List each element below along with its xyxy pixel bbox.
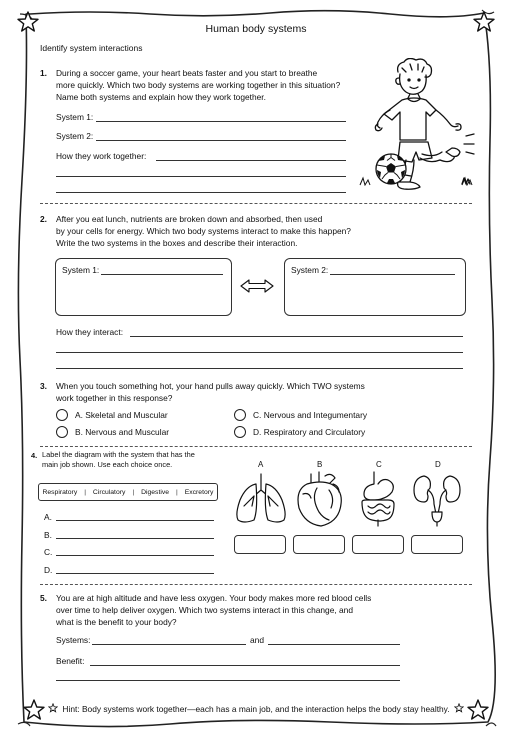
q5-benefit-line[interactable] bbox=[90, 665, 400, 666]
radio-circle-icon[interactable] bbox=[56, 426, 68, 438]
choice-d[interactable] bbox=[234, 426, 365, 438]
q4-answer-b-line[interactable] bbox=[56, 538, 214, 539]
question-5-line-2: over time to help deliver oxygen. Which two systems interact in this change, and bbox=[56, 605, 353, 615]
question-3-number: 3. bbox=[40, 381, 47, 391]
q2-how-label: How they interact: bbox=[56, 327, 124, 337]
question-1-line-1: During a soccer game, your heart beats faster and you start to breathe bbox=[56, 68, 318, 78]
question-1-number: 1. bbox=[40, 68, 47, 78]
q5-benefit-label: Benefit: bbox=[56, 656, 85, 666]
q4-answer-a-line[interactable] bbox=[56, 520, 214, 521]
choice-c-label: C. Nervous and Integumentary bbox=[253, 410, 368, 420]
radio-circle-icon[interactable] bbox=[234, 409, 246, 421]
q5-benefit-line[interactable] bbox=[56, 680, 400, 681]
star-icon bbox=[48, 703, 58, 713]
q2-system2-label: System 2: bbox=[291, 265, 329, 275]
q1-how-label: How they work together: bbox=[56, 151, 147, 161]
question-2-line-1: After you eat lunch, nutrients are broken down and absorbed, then used bbox=[56, 214, 323, 224]
question-4-line-2: main job shown. Use each choice once. bbox=[42, 460, 173, 469]
radio-circle-icon[interactable] bbox=[234, 426, 246, 438]
q2-system2-answer-line[interactable] bbox=[330, 274, 455, 275]
q5-and-label: and bbox=[250, 635, 264, 645]
question-1-line-2: more quickly. Which two body systems are working together in this situation? bbox=[56, 80, 341, 90]
question-5-line-3: what is the benefit to your body? bbox=[56, 617, 177, 627]
word-bank-item: Respiratory bbox=[42, 488, 78, 496]
page-subtitle: Identify system interactions bbox=[40, 43, 143, 53]
question-2-line-3: Write the two systems in the boxes and describe their interaction. bbox=[56, 238, 298, 248]
organ-a-answer-box[interactable] bbox=[234, 535, 286, 554]
question-4-line-1: Label the diagram with the system that has the bbox=[42, 450, 195, 459]
word-bank: Respiratory | Circulatory | Digestive | Excretory bbox=[38, 483, 218, 501]
q2-system1-box[interactable] bbox=[55, 258, 232, 316]
q2-how-answer-line[interactable] bbox=[56, 368, 463, 369]
q2-system2-box[interactable] bbox=[284, 258, 466, 316]
page-title: Human body systems bbox=[205, 23, 307, 35]
q1-how-answer-line[interactable] bbox=[156, 160, 346, 161]
question-3-line-2: work together in this response? bbox=[56, 393, 173, 403]
organ-c-answer-box[interactable] bbox=[352, 535, 404, 554]
question-2-number: 2. bbox=[40, 214, 47, 224]
word-bank-item: Circulatory bbox=[92, 488, 126, 496]
hint-text: Hint: Body systems work together—each has a main job, and the interaction helps the body stay healthy. bbox=[62, 704, 450, 714]
choice-a-label: A. Skeletal and Muscular bbox=[75, 410, 168, 420]
q4-answer-a-label: A. bbox=[44, 512, 52, 522]
question-2-line-2: by your cells for energy. Which two body systems interact to make this happen? bbox=[56, 226, 351, 236]
q2-system1-label: System 1: bbox=[62, 265, 100, 275]
q2-how-answer-line[interactable] bbox=[130, 336, 463, 337]
organ-b-answer-box[interactable] bbox=[293, 535, 345, 554]
q4-answer-b-label: B. bbox=[44, 530, 52, 540]
q5-systems-label: Systems: bbox=[56, 635, 91, 645]
choice-b-label: B. Nervous and Muscular bbox=[75, 427, 170, 437]
q4-answer-c-line[interactable] bbox=[56, 555, 214, 556]
choice-b[interactable] bbox=[56, 426, 169, 438]
q1-how-answer-line[interactable] bbox=[56, 176, 346, 177]
q1-how-answer-line[interactable] bbox=[56, 192, 346, 193]
hint-row bbox=[0, 703, 512, 714]
section-divider bbox=[40, 584, 472, 585]
grass-icon bbox=[460, 176, 480, 186]
section-divider bbox=[40, 203, 472, 204]
organ-label-a: A bbox=[258, 460, 264, 469]
q1-system2-label: System 2: bbox=[56, 131, 94, 141]
question-5-line-1: You are at high altitude and have less oxygen. Your body makes more red blood cells bbox=[56, 593, 372, 603]
word-bank-item: Excretory bbox=[184, 488, 214, 496]
organ-label-c: C bbox=[376, 460, 382, 469]
choice-d-label: D. Respiratory and Circulatory bbox=[253, 427, 366, 437]
digestive-system-icon bbox=[352, 470, 406, 528]
star-icon bbox=[454, 703, 464, 713]
organ-label-d: D bbox=[435, 460, 441, 469]
section-divider bbox=[40, 446, 472, 447]
heart-icon bbox=[293, 470, 347, 528]
q4-answer-c-label: C. bbox=[44, 547, 53, 557]
radio-circle-icon[interactable] bbox=[56, 409, 68, 421]
lungs-icon bbox=[234, 472, 288, 526]
q5-system2-line[interactable] bbox=[268, 644, 400, 645]
q2-system1-answer-line[interactable] bbox=[101, 274, 223, 275]
q1-system2-answer-line[interactable] bbox=[96, 140, 346, 141]
q4-answer-d-label: D. bbox=[44, 565, 53, 575]
word-bank-item: Digestive bbox=[141, 488, 170, 496]
question-5-number: 5. bbox=[40, 593, 47, 603]
grass-icon bbox=[358, 176, 384, 186]
double-arrow-icon bbox=[239, 278, 275, 294]
q1-system1-label: System 1: bbox=[56, 112, 94, 122]
q4-answer-d-line[interactable] bbox=[56, 573, 214, 574]
question-4-number: 4. bbox=[31, 451, 38, 460]
q2-how-answer-line[interactable] bbox=[56, 352, 463, 353]
question-3-line-1: When you touch something hot, your hand pulls away quickly. Which TWO systems bbox=[56, 381, 365, 391]
question-1-line-3: Name both systems and explain how they work together. bbox=[56, 92, 266, 102]
choice-c[interactable] bbox=[234, 409, 367, 421]
q5-system1-line[interactable] bbox=[92, 644, 246, 645]
organ-label-b: B bbox=[317, 460, 323, 469]
q1-system1-answer-line[interactable] bbox=[96, 121, 346, 122]
kidneys-icon bbox=[410, 470, 464, 528]
organ-d-answer-box[interactable] bbox=[411, 535, 463, 554]
choice-a[interactable] bbox=[56, 409, 168, 421]
